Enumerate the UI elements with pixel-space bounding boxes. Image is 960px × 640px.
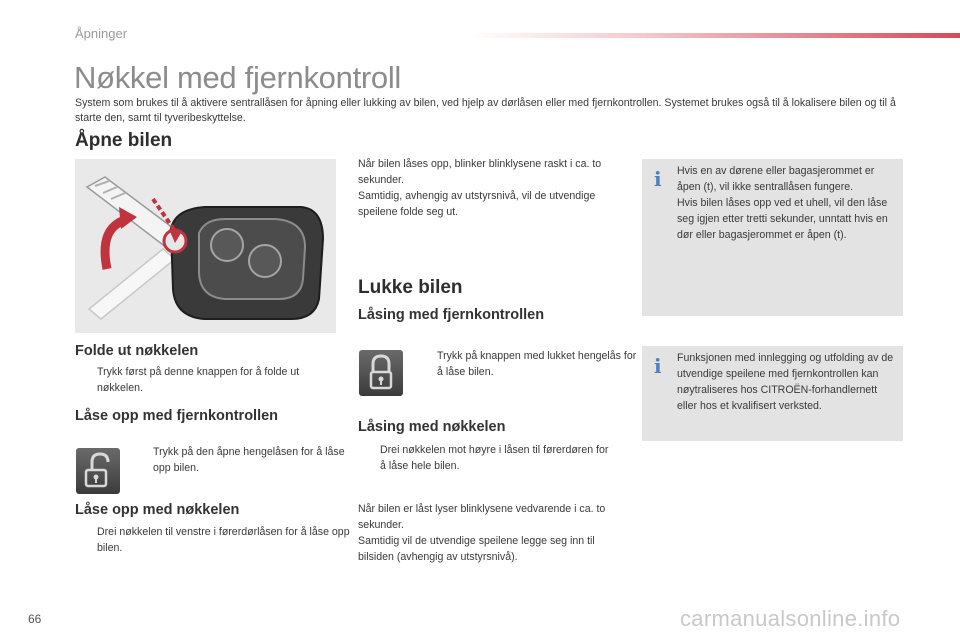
heading-lock-key: Låsing med nøkkelen [358,419,506,435]
heading-lock-remote: Låsing med fjernkontrollen [358,307,545,323]
watermark: carmanualsonline.info [680,606,901,631]
page-title: Nøkkel med fjernkontroll [74,60,402,95]
bullet-unlock-key: Drei nøkkelen til venstre i førerdørlåsen for å låse opp bilen. [97,526,350,554]
heading-unlock-key: Låse opp med nøkkelen [75,502,240,518]
heading-unlock-remote: Låse opp med fjernkontrollen [75,408,279,424]
info-text-doors: Hvis en av dørene eller bagasjerommet er åpen (t), vil ikke sentrallåsen fungere. Hvis bilen låses opp ved et uhell, vil den låse seg igjen etter tretti sekunder, unntatt hvis en dør eller bagasjerommet er åpen (t). [677,165,888,241]
bullet-unlock-remote: Trykk på den åpne hengelåsen for å låse opp bilen. [153,446,345,474]
close-note: Når bilen er låst lyser blinklysene vedvarende i ca. to sekunder. Samtidig vil de utvendige speilene legge seg inn til bilsiden (avhengig av utstyrsnivå). [358,503,606,563]
lock-button-icon [359,350,403,396]
bullet-lock-key: Drei nøkkelen mot høyre i låsen til førerdøren for å låse hele bilen. [380,444,609,472]
bullet-unfold-key: Trykk først på denne knappen for å folde ut nøkkelen. [97,366,300,394]
bullet-lock-remote: Trykk på knappen med lukket hengelås for å låse bilen. [437,350,637,378]
unlock-button-icon [76,448,120,494]
header-accent-bar [470,33,960,38]
remote-key-icon [75,159,336,333]
info-box-mirrors [642,346,903,441]
section-header: Åpninger [75,26,128,41]
open-note: Når bilen låses opp, blinker blinklysene raskt i ca. to sekunder. Samtidig, avhengig av utstyrsnivå, vil de utvendige speilene folde seg ut. [358,158,602,218]
heading-unfold-key: Folde ut nøkkelen [75,343,199,359]
intro-text: System som brukes til å aktivere sentrallåsen for åpning eller lukking av bilen, ved hjelp av dørlåsen eller med fjernkontrollen. Systemet brukes også til å lokalisere bilen og til å starte den, samt til tyveribeskyttelse. [75,97,896,124]
info-box-doors [642,159,903,316]
page-number: 66 [28,612,42,626]
info-text-mirrors: Funksjonen med innlegging og utfolding av de utvendige speilene med fjernkontrollen kan nøytraliseres hos CITROËN-forhandlernett eller hos et kvalifisert verksted. [677,352,894,412]
key-illustration [75,159,336,333]
info-icon: i [654,354,662,378]
heading-open-car: Åpne bilen [75,130,173,151]
heading-close-car: Lukke bilen [358,277,463,298]
info-icon: i [654,167,662,191]
